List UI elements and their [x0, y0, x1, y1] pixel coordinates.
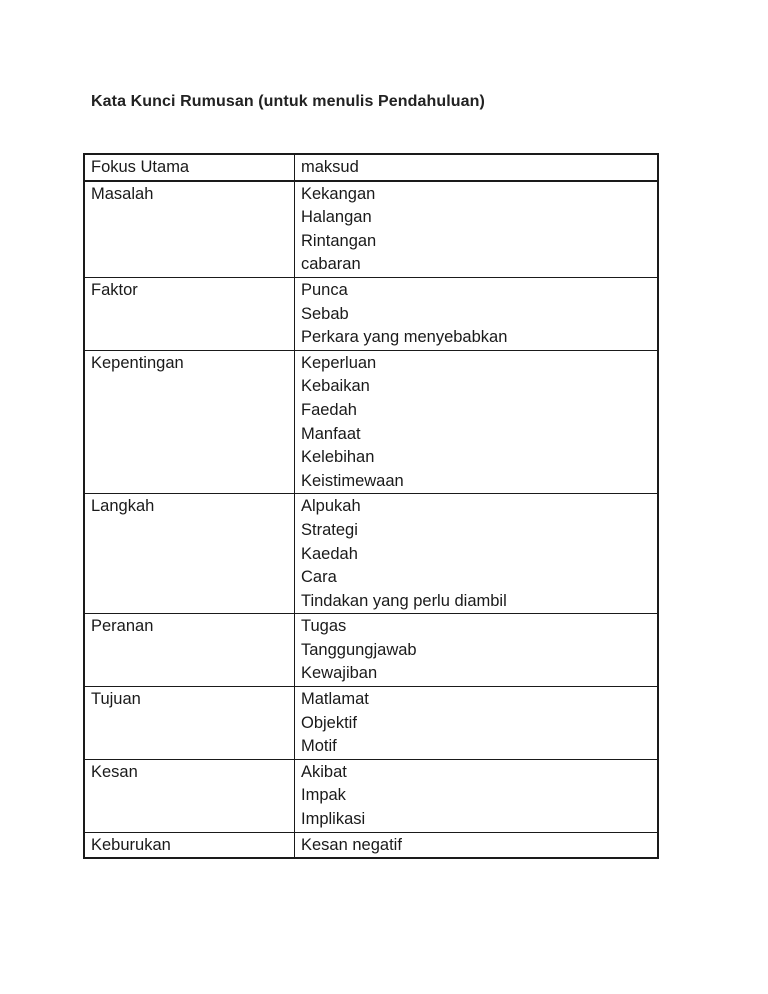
meaning-item: Manfaat: [301, 424, 361, 443]
focus-cell: Keburukan: [84, 832, 295, 858]
meaning-cell: [295, 614, 659, 687]
table-row: [84, 181, 658, 278]
table-header-row: [84, 154, 658, 181]
meaning-item: Kesan negatif: [301, 835, 402, 854]
table-row: [84, 759, 658, 832]
meaning-cell: [295, 181, 659, 278]
focus-cell: Langkah: [84, 494, 295, 614]
meaning-item: Impak: [301, 786, 346, 805]
meaning-item: Perkara yang menyebabkan: [301, 328, 508, 347]
meaning-cell: [295, 687, 659, 760]
header-focus-cell: Fokus Utama: [84, 154, 295, 181]
focus-cell: Masalah: [84, 181, 295, 278]
focus-cell: Faktor: [84, 277, 295, 350]
meaning-item: Punca: [301, 280, 348, 299]
meaning-item: Tugas: [301, 617, 347, 636]
table-row: [84, 614, 658, 687]
header-meaning-cell: maksud: [295, 154, 659, 181]
meaning-item: Kewajiban: [301, 664, 378, 683]
table-row: [84, 687, 658, 760]
meaning-cell: [295, 277, 659, 350]
keyword-table-body: [84, 154, 658, 858]
table-row: [84, 277, 658, 350]
focus-cell: Kepentingan: [84, 350, 295, 494]
meaning-item: Objektif: [301, 713, 357, 732]
table-row: [84, 832, 658, 858]
meaning-item: Alpukah: [301, 497, 361, 516]
meaning-item: Keistimewaan: [301, 471, 404, 490]
meaning-item: Kekangan: [301, 184, 376, 203]
meaning-item: Strategi: [301, 520, 358, 539]
meaning-item: Kaedah: [301, 544, 358, 563]
meaning-cell: [295, 759, 659, 832]
meaning-item: Rintangan: [301, 231, 377, 250]
focus-cell: Tujuan: [84, 687, 295, 760]
meaning-item: Kelebihan: [301, 448, 375, 467]
meaning-item: Kebaikan: [301, 377, 370, 396]
meaning-item: Implikasi: [301, 810, 366, 829]
meaning-item: Tanggungjawab: [301, 640, 417, 659]
meaning-item: Matlamat: [301, 690, 369, 709]
meaning-item: Keperluan: [301, 353, 377, 372]
meaning-item: cabaran: [301, 255, 361, 274]
meaning-item: Motif: [301, 737, 337, 756]
meaning-cell: [295, 832, 659, 858]
meaning-item: Akibat: [301, 762, 347, 781]
meaning-cell: [295, 350, 659, 494]
meaning-item: Cara: [301, 568, 337, 587]
table-row: [84, 494, 658, 614]
focus-cell: Kesan: [84, 759, 295, 832]
meaning-cell: [295, 494, 659, 614]
meaning-item: Faedah: [301, 400, 357, 419]
focus-cell: Peranan: [84, 614, 295, 687]
table-row: [84, 350, 658, 494]
meaning-item: Tindakan yang perlu diambil: [301, 591, 507, 610]
page-title: Kata Kunci Rumusan (untuk menulis Pendahuluan): [91, 93, 485, 110]
keyword-table: [83, 153, 659, 859]
meaning-item: Halangan: [301, 208, 372, 227]
meaning-item: Sebab: [301, 304, 349, 323]
